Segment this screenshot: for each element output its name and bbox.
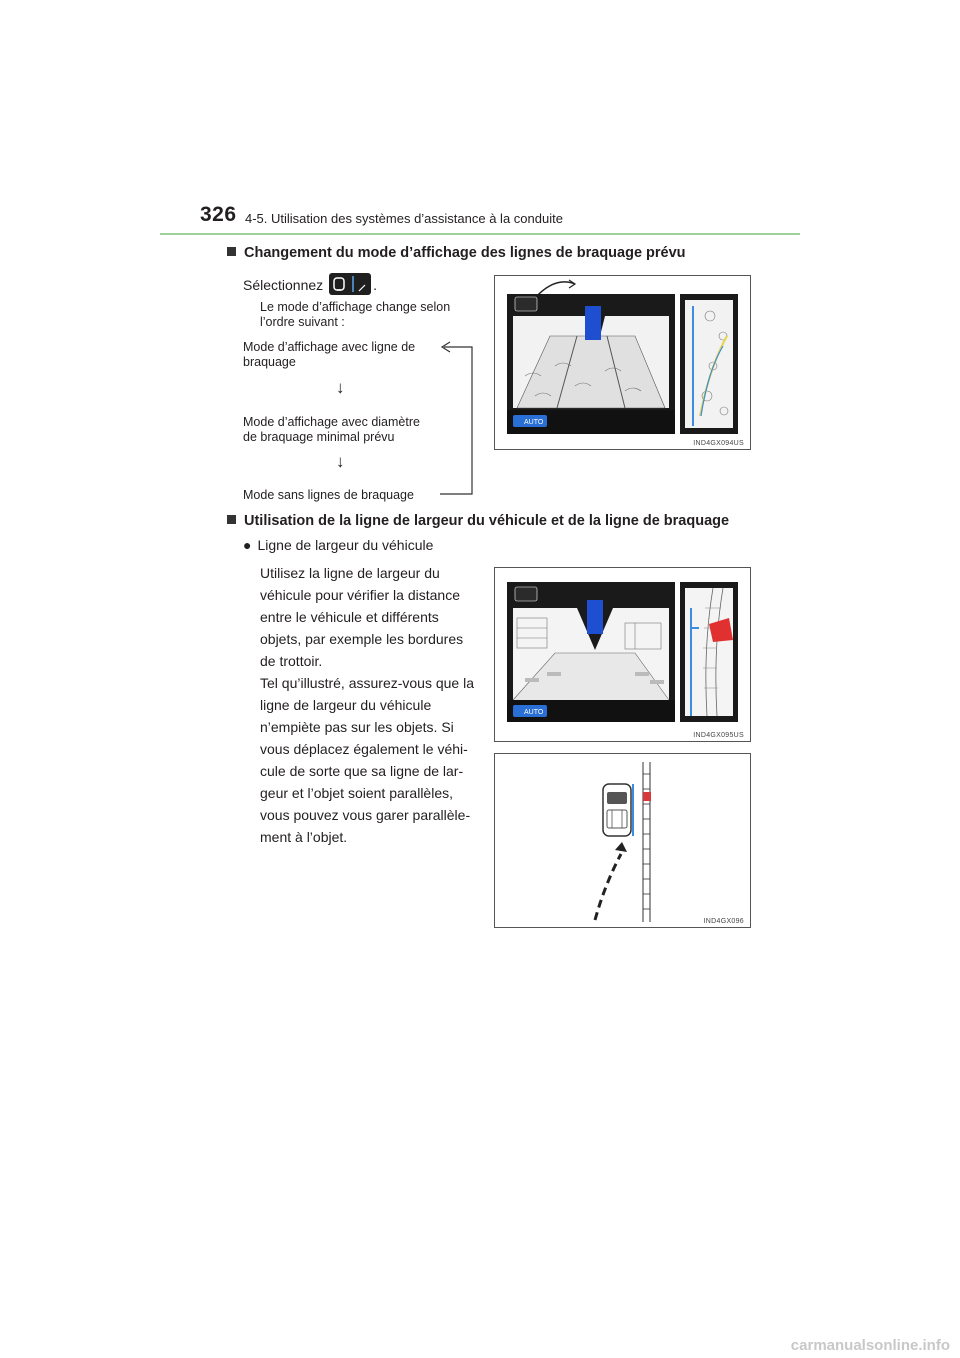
section2-heading: Utilisation de la ligne de largeur du véhicule et de la ligne de braquage xyxy=(227,513,729,529)
figure-parallel-parking xyxy=(494,753,751,928)
cycle-bracket xyxy=(438,338,474,500)
figure-code: IND4GX096 xyxy=(703,918,744,925)
select-instruction: Sélectionnez . xyxy=(243,273,377,296)
down-arrow-icon: ↓ xyxy=(336,452,345,471)
figure-code: IND4GX095US xyxy=(693,732,744,739)
mode-item-2: Mode d’affichage avec diamètre de braquage minimal prévu xyxy=(243,415,420,444)
figure-turning-lines xyxy=(494,275,751,450)
watermark: carmanualsonline.info xyxy=(790,1337,950,1354)
section-title: 4-5. Utilisation des systèmes d’assistance à la conduite xyxy=(245,211,563,226)
square-bullet-icon xyxy=(227,515,236,524)
figure-vehicle-width-line xyxy=(494,567,751,742)
display-mode-button-icon xyxy=(329,273,371,295)
order-note: Le mode d’affichage change selon l’ordre suivant : xyxy=(260,300,451,329)
paragraph-2: Tel qu’illustré, assurez-vous que la ligne de largeur du véhicule n’empiète pas sur les objets. Si vous déplacez également le véhi- cule de sorte que sa ligne de lar- geur et l’objet soient parallèles, vous pouvez vous garer parallèle- ment à l’objet. xyxy=(260,675,474,845)
section1-heading: Changement du mode d’affichage des lignes de braquage prévu xyxy=(227,245,686,261)
down-arrow-icon: ↓ xyxy=(336,378,345,397)
circle-bullet-icon: ● xyxy=(243,537,252,553)
figure-code: IND4GX094US xyxy=(693,440,744,447)
square-bullet-icon xyxy=(227,247,236,256)
header-rule xyxy=(160,233,800,235)
svg-text:AUTO: AUTO xyxy=(524,419,544,426)
paragraph-1: Utilisez la ligne de largeur du véhicule pour vérifier la distance entre le véhicule et différents objets, par exemple les bordures de trottoir. xyxy=(260,565,464,669)
svg-text:AUTO: AUTO xyxy=(524,709,544,716)
bullet-item: ● Ligne de largeur du véhicule xyxy=(243,537,434,553)
page-number: 326 xyxy=(200,203,237,226)
mode-item-3: Mode sans lignes de braquage xyxy=(243,488,414,502)
mode-item-1: Mode d’affichage avec ligne de braquage xyxy=(243,340,416,369)
